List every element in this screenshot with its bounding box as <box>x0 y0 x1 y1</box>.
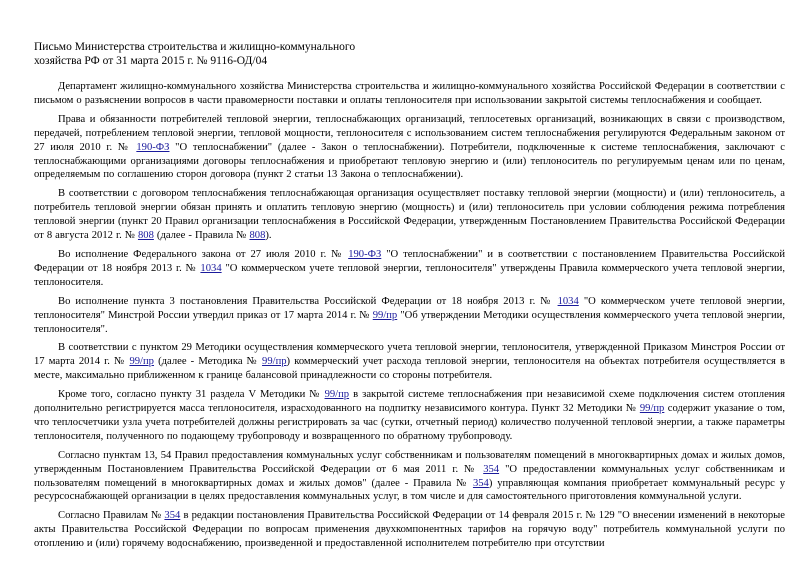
paragraph-5-text: "О коммерческом учете тепловой энергии, теплоносителя" Минстрой России утвердил приказ от 17 марта 2014 г. № <box>34 295 785 321</box>
paragraph-3-text: В соответствии с договором теплоснабжения теплоснабжающая организация осуществляет поставку тепловой энергии (мощности) и (или) теплоноситель, а потребитель тепловой энергии обязан принять и оплатить тепловую энергию (мощность) и (или) теплоноситель при условии соблюдения режима потребления тепловой энергии (пункт 20 Правил организации теплоснабжения в Российской Федерации, утвержденным Постановлением Правительства Российской Федерации от 8 августа 2012 г. № <box>34 188 785 242</box>
paragraph-5 <box>34 295 785 337</box>
resolution-808-link[interactable]: 808 <box>249 230 266 242</box>
paragraph-9 <box>34 509 785 551</box>
resolution-354-link[interactable]: 354 <box>483 463 500 475</box>
paragraph-6 <box>34 341 785 383</box>
law-190-fz-link[interactable]: 190-ФЗ <box>348 248 382 260</box>
paragraph-5-text: Во исполнение пункта 3 постановления Правительства Российской Федерации от 18 ноября 2013 г. № <box>58 295 558 307</box>
document-title <box>34 40 785 68</box>
paragraph-8-text: "О предоставлении коммунальных услуг собственникам и пользователям помещений в многоквартирных домах и жилых домов" (далее - Правила № <box>34 463 785 489</box>
paragraph-2-text: Права и обязанности потребителей тепловой энергии, теплоснабжающих организаций, теплосетевых организаций, возникающих в связи с производством, передачей, потреблением тепловой энергии, тепловой мощности, теплоносителя с использованием систем теплоснабжения регулируются Федеральным законом от 27 июля 2010 г. № <box>34 113 785 153</box>
paragraph-7 <box>34 388 785 444</box>
paragraph-5-text: "Об утверждении Методики осуществления коммерческого учета тепловой энергии, теплоносителя". <box>34 309 785 335</box>
order-99-pr-link[interactable]: 99/пр <box>372 309 398 321</box>
order-99-pr-link[interactable]: 99/пр <box>639 403 665 415</box>
paragraph-1 <box>34 80 785 108</box>
paragraph-8-text: Согласно пунктам 13, 54 Правил предоставления коммунальных услуг собственникам и пользователям помещений в многоквартирных домах и жилых домов, утвержденным Постановлением Правительства Российской Федерации от 6 мая 2011 г. № <box>34 449 785 475</box>
paragraph-3 <box>34 187 785 243</box>
order-99-pr-link[interactable]: 99/пр <box>129 356 154 368</box>
title-line-1: Письмо Министерства строительства и жилищно-коммунального <box>34 41 356 53</box>
resolution-1034-link[interactable]: 1034 <box>200 262 222 274</box>
paragraph-9-text: Согласно Правилам № <box>58 510 165 522</box>
resolution-1034-link[interactable]: 1034 <box>557 295 579 307</box>
paragraph-3-text: ). <box>265 230 272 242</box>
paragraph-4 <box>34 248 785 290</box>
title-line-2: хозяйства РФ от 31 марта 2015 г. № 9116-ОД/04 <box>34 55 268 67</box>
paragraph-6-text: В соответствии с пунктом 29 Методики осуществления коммерческого учета тепловой энергии, теплоносителя, утвержденной Приказом Минстроя России от 17 марта 2014 г. № <box>34 342 785 368</box>
paragraph-2 <box>34 113 785 183</box>
paragraph-8-text: ) управляющая компания приобретает коммунальный ресурс у ресурсоснабжающей организации в целях предоставления коммунальных услуг, в том числе и для самостоятельного приготовления коммунальной услуги. <box>34 477 785 503</box>
paragraph-4-text: "О коммерческом учете тепловой энергии, теплоносителя" утверждены Правила коммерческого учета тепловой энергии, теплоносителя. <box>34 262 785 288</box>
resolution-354-link[interactable]: 354 <box>164 510 181 522</box>
paragraph-4-text: Во исполнение Федерального закона от 27 июля 2010 г. № <box>58 248 349 260</box>
paragraph-7-text: содержит указание о том, что теплосчетчики узла учета потребителей должны регистрировать за час (сутки, отчетный период) количество полученной тепловой энергии, а также параметры теплоносителя, полученного по подающему трубопроводу и возвращенного по обратному трубопроводу. <box>34 403 786 442</box>
order-99-pr-link[interactable]: 99/пр <box>262 356 287 368</box>
paragraph-7-text: в закрытой системе теплоснабжения при независимой схеме подключения систем отопления дополнительно регистрируется масса теплоносителя, израсходованного на подпитку независимого контура. Пункт 32 Методики № <box>34 389 785 415</box>
paragraph-4-text: "О теплоснабжении" и в соответствии с постановлением Правительства Российской Федерации от 18 ноября 2013 г. № <box>34 248 786 274</box>
paragraph-8 <box>34 449 785 505</box>
paragraph-3-text: (далее - Правила № <box>153 230 250 242</box>
paragraph-6-text: ) коммерческий учет расхода тепловой энергии, теплоносителя на объектах потребителя осуществляется в месте, максимально приближенном к границе балансовой принадлежности со стороны потребителя. <box>34 356 785 382</box>
paragraph-1-text: Департамент жилищно-коммунального хозяйства Министерства строительства и жилищно-коммунального хозяйства Российской Федерации в соответствии с письмом о разъяснении вопросов в части правомерности поставки и оплаты теплоносителя при использовании закрытой системы теплоснабжения и сообщает. <box>34 81 785 106</box>
paragraph-6-text: (далее - Методика № <box>153 356 263 368</box>
paragraph-9-text: в редакции постановления Правительства Российской Федерации от 14 февраля 2015 г. № 129 "О внесении изменений в некоторые акты Правительства Российской Федерации по вопросам применения двухкомпонентных тарифов на горячую воду" потребитель коммунальной услуги по отоплению и (или) горячему водоснабжению, произведенной и предоставленной исполнителем потребителю при отсутствии <box>34 510 785 550</box>
paragraph-7-text: Кроме того, согласно пункту 31 раздела V Методики № <box>58 389 325 401</box>
law-190-fz-link[interactable]: 190-ФЗ <box>136 141 170 153</box>
order-99-pr-link[interactable]: 99/пр <box>324 389 350 401</box>
paragraph-2-text: "О теплоснабжении" (далее - Закон о теплоснабжении). Потребители, подключенные к системе теплоснабжения, заключают с теплоснабжающими организациями договоры теплоснабжения и приобретают тепловую энергию и (или) теплоноситель по регулируемым ценам или по ценам, определяемым по соглашению сторон договора (пункт 2 статьи 13 Закона о теплоснабжении). <box>34 141 785 181</box>
resolution-354-link[interactable]: 354 <box>472 477 489 489</box>
resolution-808-link[interactable]: 808 <box>137 230 154 242</box>
